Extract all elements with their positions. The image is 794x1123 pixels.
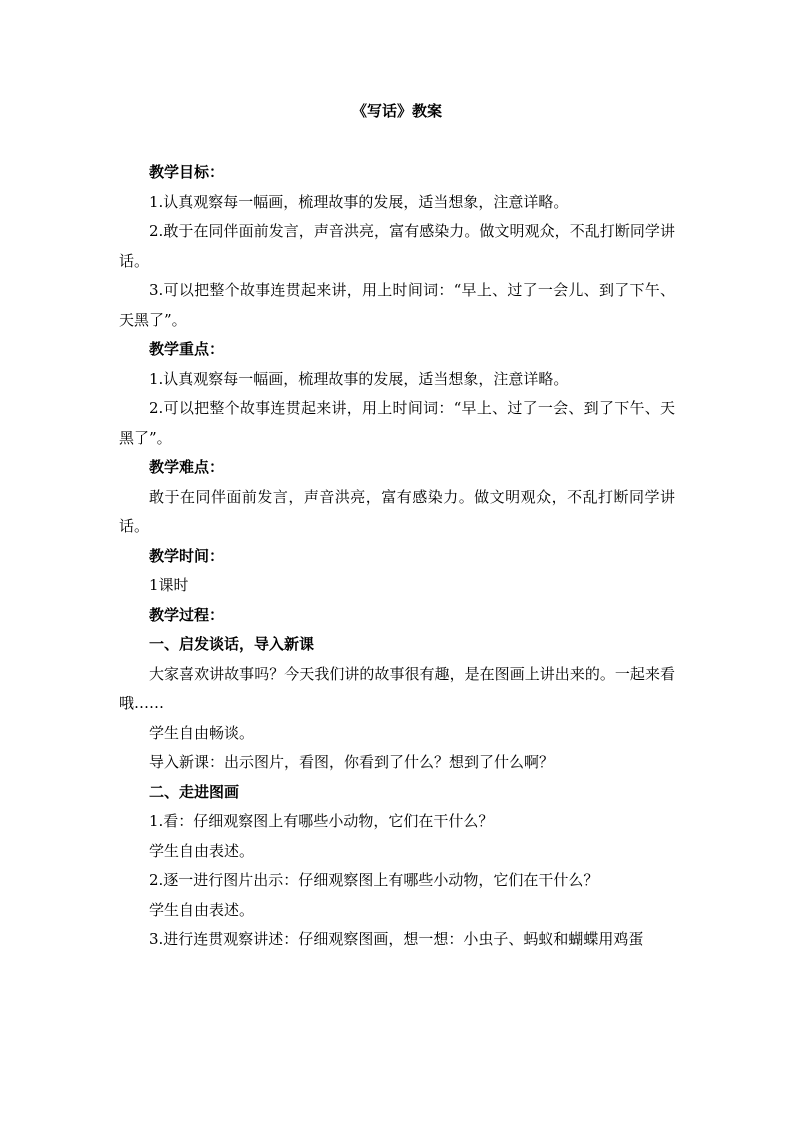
section-heading: 教学目标： bbox=[149, 163, 225, 181]
paragraph: 学生自由畅谈。 bbox=[149, 723, 255, 742]
paragraph: 2.可以把整个故事连贯起来讲，用上时间词：“早上、过了一会、到了下午、天黑了”。 bbox=[119, 399, 675, 447]
section-heading: 教学时间： bbox=[149, 546, 225, 565]
section-heading: 二、走进图画 bbox=[149, 782, 240, 801]
paragraph: 敢于在同伴面前发言，声音洪亮，富有感染力。做文明观众，不乱打断同学讲话。 bbox=[119, 487, 675, 535]
document-body bbox=[119, 158, 675, 955]
section-heading: 教学重点： bbox=[149, 340, 225, 358]
paragraph: 学生自由表述。 bbox=[149, 841, 255, 860]
section-heading: 一、启发谈话，导入新课 bbox=[149, 635, 315, 653]
paragraph: 1.认真观察每一幅画，梳理故事的发展，适当想象，注意详略。 bbox=[149, 192, 569, 211]
paragraph: 1课时 bbox=[149, 576, 189, 594]
paragraph: 3.进行连贯观察讲述：仔细观察图画，想一想：小虫子、蚂蚁和蝴蝶用鸡蛋 bbox=[149, 930, 644, 948]
paragraph: 3.可以把整个故事连贯起来讲，用上时间词：“早上、过了一会儿、到了下午、天黑了”。 bbox=[119, 281, 675, 329]
section-heading: 教学过程： bbox=[149, 605, 225, 624]
paragraph: 2.敢于在同伴面前发言，声音洪亮，富有感染力。做文明观众，不乱打断同学讲话。 bbox=[119, 222, 675, 270]
paragraph: 2.逐一进行图片出示：仔细观察图上有哪些小动物，它们在干什么？ bbox=[149, 871, 599, 889]
paragraph: 1.看：仔细观察图上有哪些小动物，它们在干什么？ bbox=[149, 812, 494, 830]
document-title: 《写话》教案 bbox=[351, 102, 442, 120]
paragraph: 1.认真观察每一幅画，梳理故事的发展，适当想象，注意详略。 bbox=[149, 369, 569, 388]
paragraph: 大家喜欢讲故事吗？今天我们讲的故事很有趣，是在图画上讲出来的。一起来看哦…… bbox=[119, 664, 675, 712]
paragraph: 学生自由表述。 bbox=[149, 900, 255, 919]
section-heading: 教学难点： bbox=[149, 458, 225, 476]
paragraph: 导入新课：出示图片，看图，你看到了什么？想到了什么啊？ bbox=[149, 753, 555, 771]
